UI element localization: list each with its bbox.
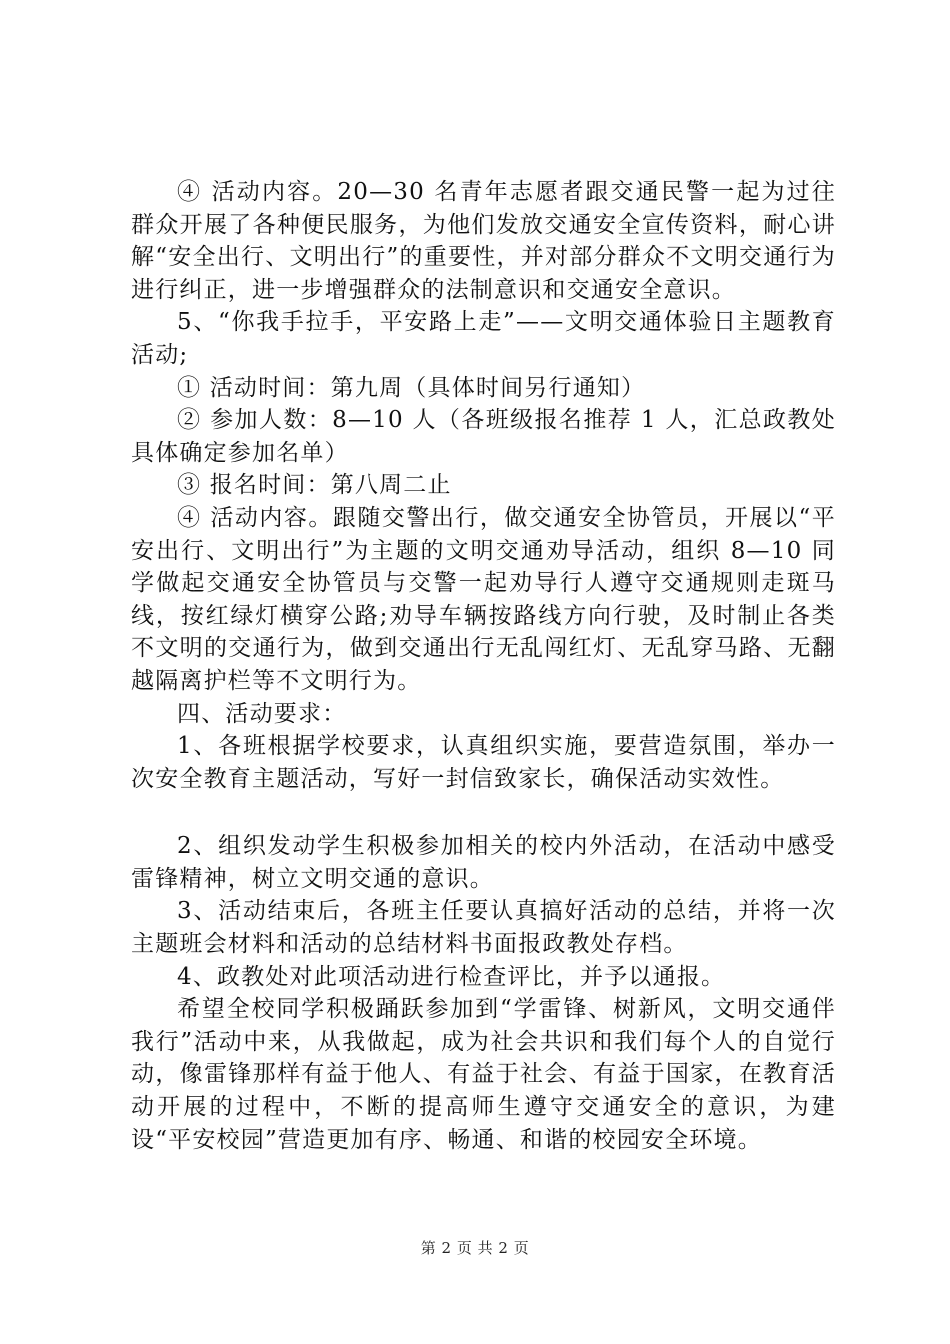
paragraph-requirement-3: 3、活动结束后，各班主任要认真搞好活动的总结，并将一次主题班会材料和活动的总结材料书面报政教处存档。 — [131, 898, 836, 958]
paragraph-requirement-4: 4、政教处对此项活动进行检查评比，并予以通报。 — [177, 963, 726, 990]
paragraph-activity-content-traffic-police: ④ 活动内容。跟随交警出行，做交通安全协管员，开展以“平安出行、文明出行”为主题的文明交通劝导活动，组织 8—10 同学做起交通安全协管员与交警一起劝导行人遵守交通规则走斑马线，按红绿灯横穿公路;劝导车辆按路线方向行驶，及时制止各类不文明的交通行为，做到交通出行无乱闯红灯、无乱穿马路、无翻越隔离护栏等不文明行为。 — [131, 504, 836, 694]
section-heading-requirements: 四、活动要求： — [177, 700, 347, 727]
paragraph-item-5-heading: 5、“你我手拉手，平安路上走”——文明交通体验日主题教育活动; — [131, 309, 836, 368]
paragraph-activity-time: ① 活动时间：第九周（具体时间另行通知） — [177, 374, 646, 401]
paragraph-requirement-1: 1、各班根据学校要求，认真组织实施，要营造氛围，举办一次安全教育主题活动，写好一封信致家长，确保活动实效性。 — [131, 733, 836, 792]
paragraph-requirement-2: 2、组织发动学生积极参加相关的校内外活动，在活动中感受雷锋精神，树立文明交通的意识。 — [131, 833, 836, 892]
page-footer: 第 2 页 共 2 页 — [420, 1239, 530, 1257]
document-body — [131, 176, 836, 1156]
paragraph-closing: 希望全校同学积极踊跃参加到“学雷锋、树新风，文明交通伴我行”活动中来，从我做起，成为社会共识和我们每个人的自觉行动，像雷锋那样有益于他人、有益于社会、有益于国家，在教育活动开展的过程中，不断的提高师生遵守交通安全的意识，为建设“平安校园”营造更加有序、畅通、和谐的校园安全环境。 — [131, 996, 836, 1153]
paragraph-activity-content-volunteers: ④ 活动内容。20—30 名青年志愿者跟交通民警一起为过往群众开展了各种便民服务，为他们发放交通安全宣传资料，耐心讲解“安全出行、文明出行”的重要性，并对部分群众不文明交通行为进行纠正，进一步增强群众的法制意识和交通安全意识。 — [131, 179, 836, 303]
paragraph-registration-time: ③ 报名时间：第八周二止 — [177, 472, 452, 499]
paragraph-participants: ② 参加人数：8—10 人（各班级报名推荐 1 人，汇总政教处具体确定参加名单） — [131, 407, 836, 466]
